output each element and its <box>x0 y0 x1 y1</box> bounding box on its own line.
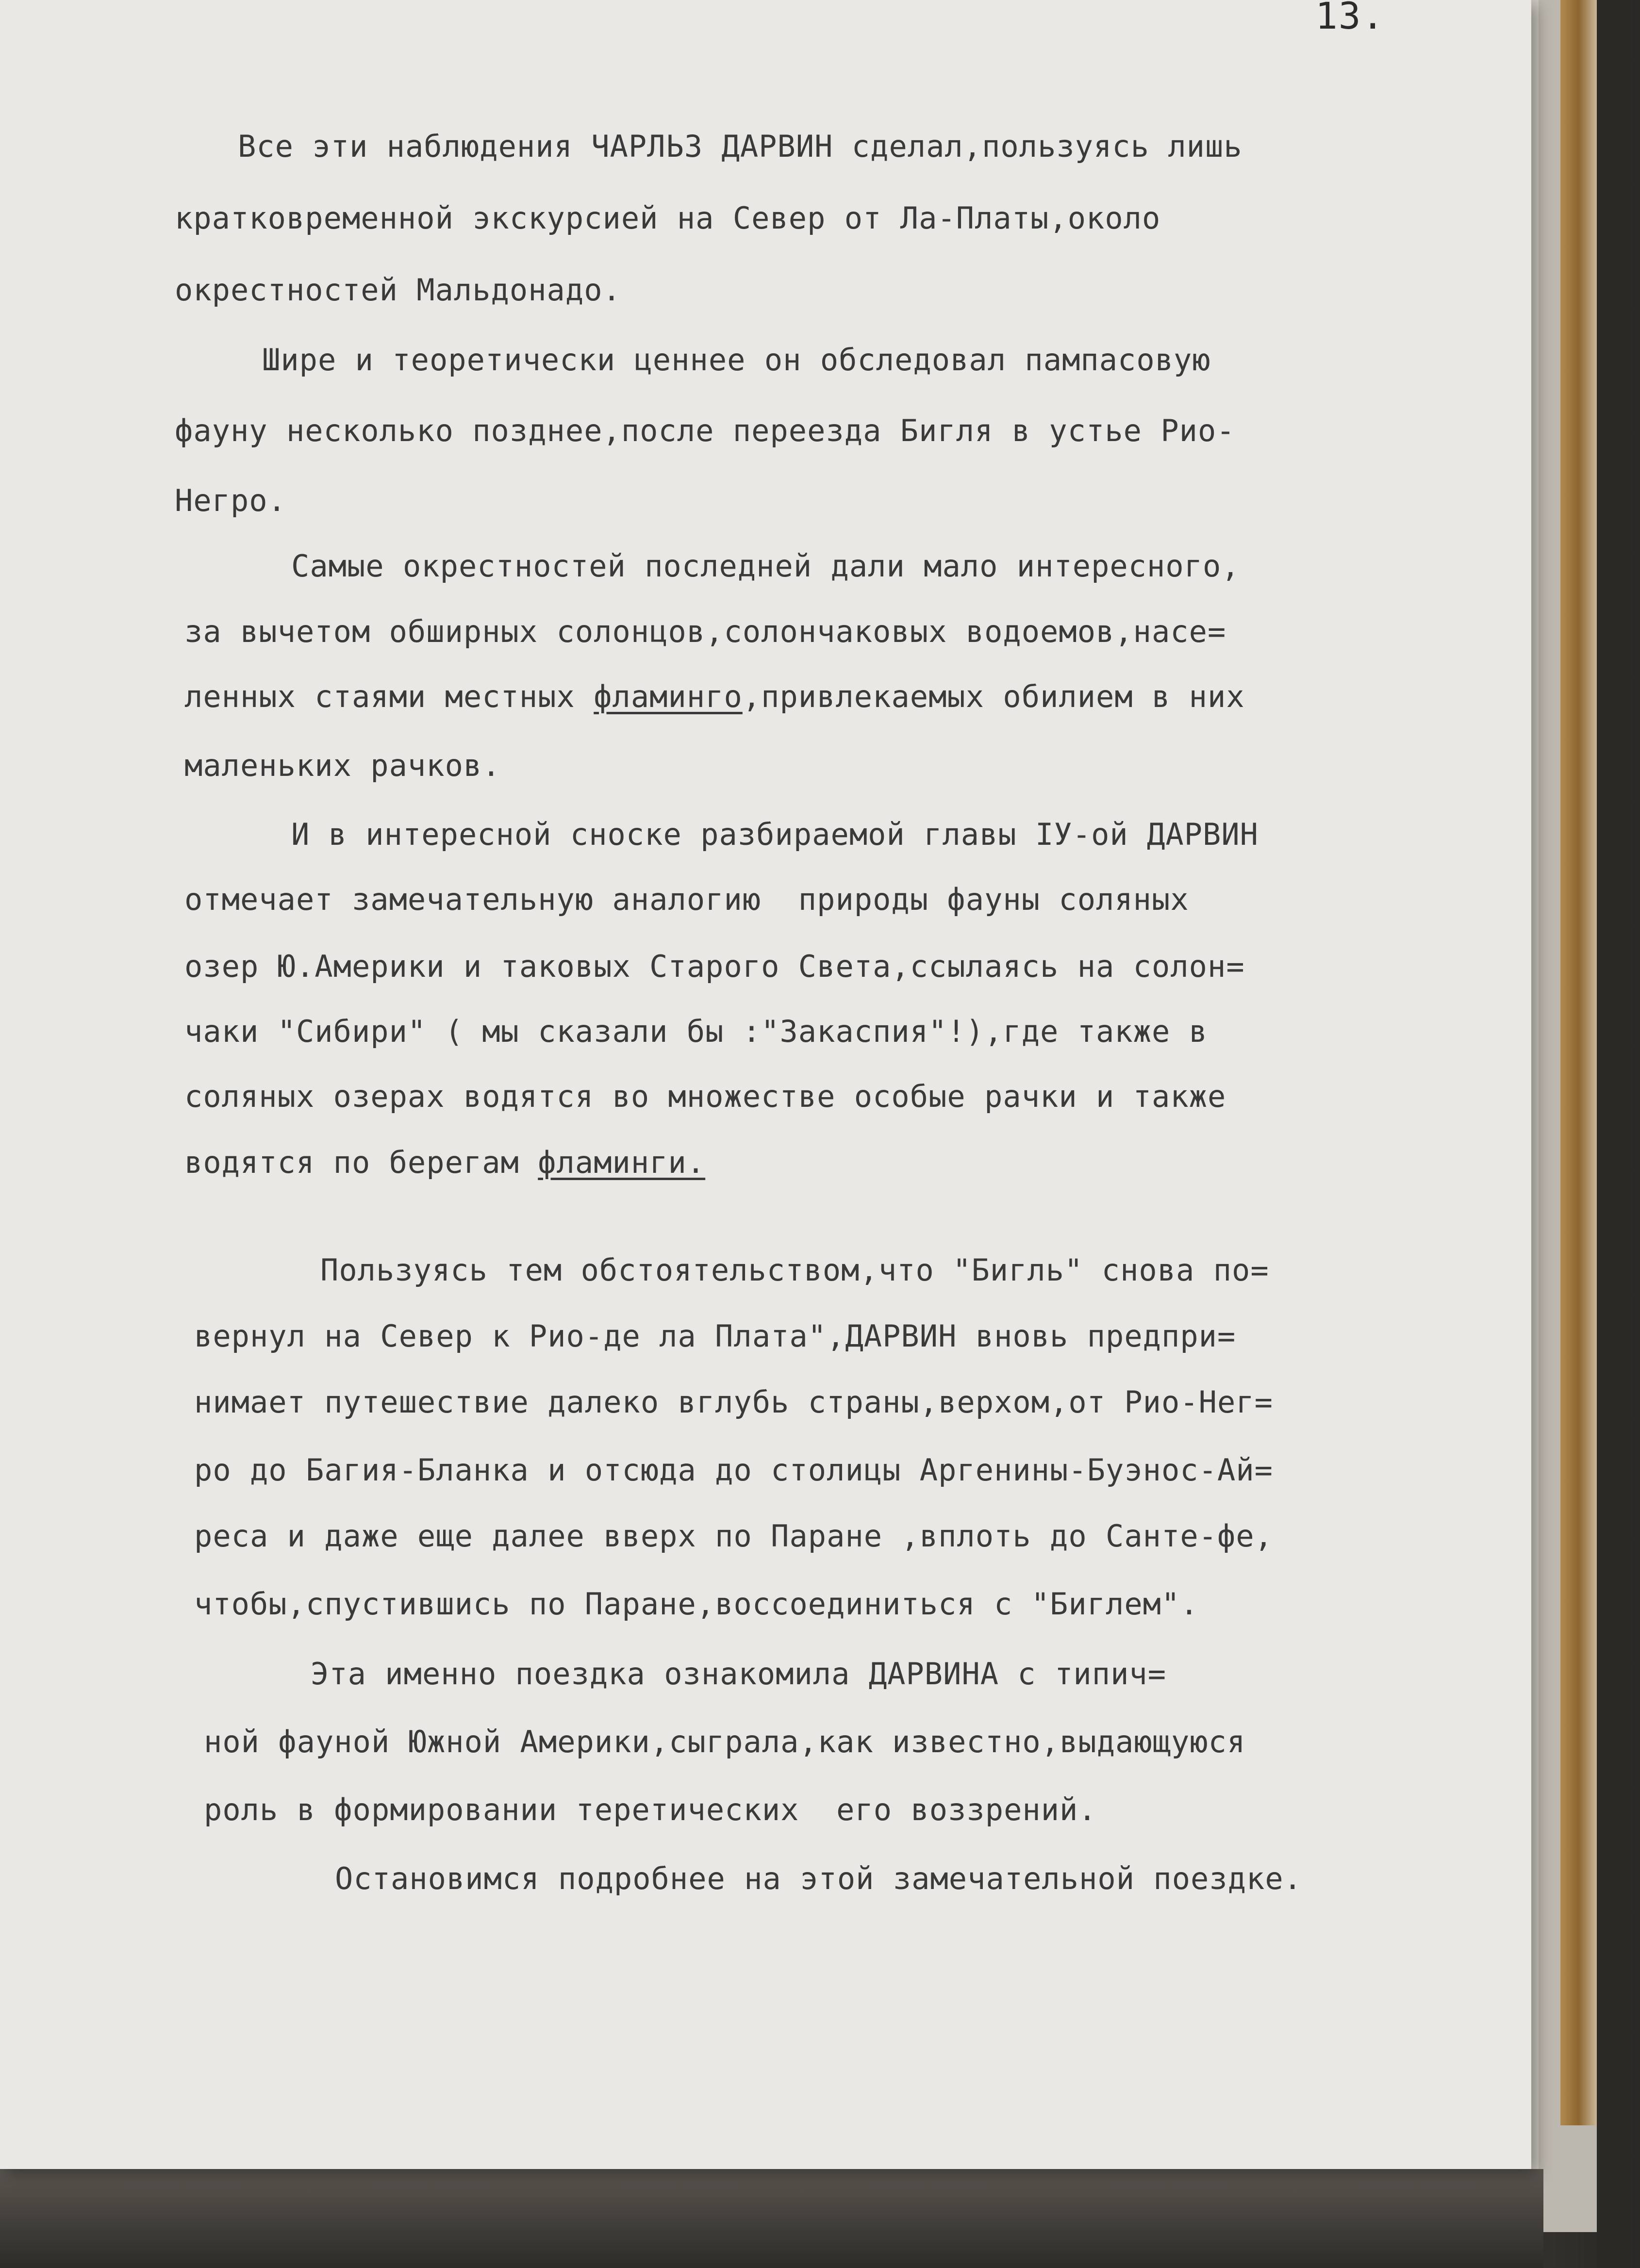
text-line <box>184 677 1245 716</box>
paper-stack-edge <box>1560 0 1597 2125</box>
text-line: Шире и теоретически ценнее он обследовал пампасовую <box>262 342 1211 378</box>
text-line: Остановимся подробнее на этой замечательной поездке. <box>335 1861 1303 1896</box>
page-shadow <box>0 2169 1543 2268</box>
text-segment: водятся по берегам <box>184 1145 538 1180</box>
underlined-word: фламинги. <box>538 1145 706 1180</box>
text-line: Негро. <box>175 483 286 518</box>
text-line: ной фауной Южной Америки,сыграла,как известно,выдающуюся <box>204 1724 1246 1759</box>
text-line: Все эти наблюдения ЧАРЛЬЗ ДАРВИН сделал,пользуясь лишь <box>238 129 1242 164</box>
text-line: И в интересной сноске разбираемой главы IУ-ой ДАРВИН <box>291 817 1259 852</box>
underlined-word: фламинго <box>594 679 743 714</box>
text-line: окрестностей Мальдонадо. <box>175 272 621 308</box>
text-segment: ленных стаями местных <box>184 679 594 714</box>
text-line: роль в формировании теретических его воззрений. <box>204 1792 1097 1827</box>
text-line: Пользуясь тем обстоятельством,что "Бигль" снова по= <box>320 1252 1269 1288</box>
text-line: нимает путешествие далеко вглубь страны,верхом,от Рио-Нег= <box>194 1384 1273 1420</box>
text-line: фауну несколько позднее,после переезда Бигля в устье Рио- <box>175 413 1235 448</box>
text-line: ро до Багия-Бланка и отсюда до столицы Аргенины-Буэнос-Ай= <box>194 1452 1273 1488</box>
text-line: отмечает замечательную аналогию природы фауны соляных <box>184 882 1189 917</box>
text-line: озер Ю.Америки и таковых Старого Света,ссылаясь на солон= <box>184 949 1245 984</box>
text-line: Самые окрестностей последней дали мало интересного, <box>291 548 1240 584</box>
text-line: Эта именно поездка ознакомила ДАРВИНА с типич= <box>311 1656 1167 1692</box>
text-line: вернул на Север к Рио-де ла Плата",ДАРВИН вновь предпри= <box>194 1318 1236 1354</box>
text-line <box>184 1143 705 1182</box>
text-line: за вычетом обширных солонцов,солончаковых водоемов,насе= <box>184 614 1226 649</box>
text-line: соляных озерах водятся во множестве особые рачки и также <box>184 1079 1226 1114</box>
text-line: реса и даже еще далее вверх по Паране ,вплоть до Санте-фе, <box>194 1518 1273 1554</box>
text-line: кратковременной экскурсией на Север от Ла-Платы,около <box>175 200 1161 236</box>
text-segment: ,привлекаемых обилием в них <box>742 679 1245 714</box>
text-line: чтобы,спустившись по Паране,воссоединиться с "Биглем". <box>194 1586 1199 1622</box>
text-line: маленьких рачков. <box>184 748 501 783</box>
page-number: 13. <box>1315 0 1385 37</box>
text-line: чаки "Сибири" ( мы сказали бы :"Закаспия"!),где также в <box>184 1014 1208 1049</box>
background-edge <box>1597 0 1626 2268</box>
